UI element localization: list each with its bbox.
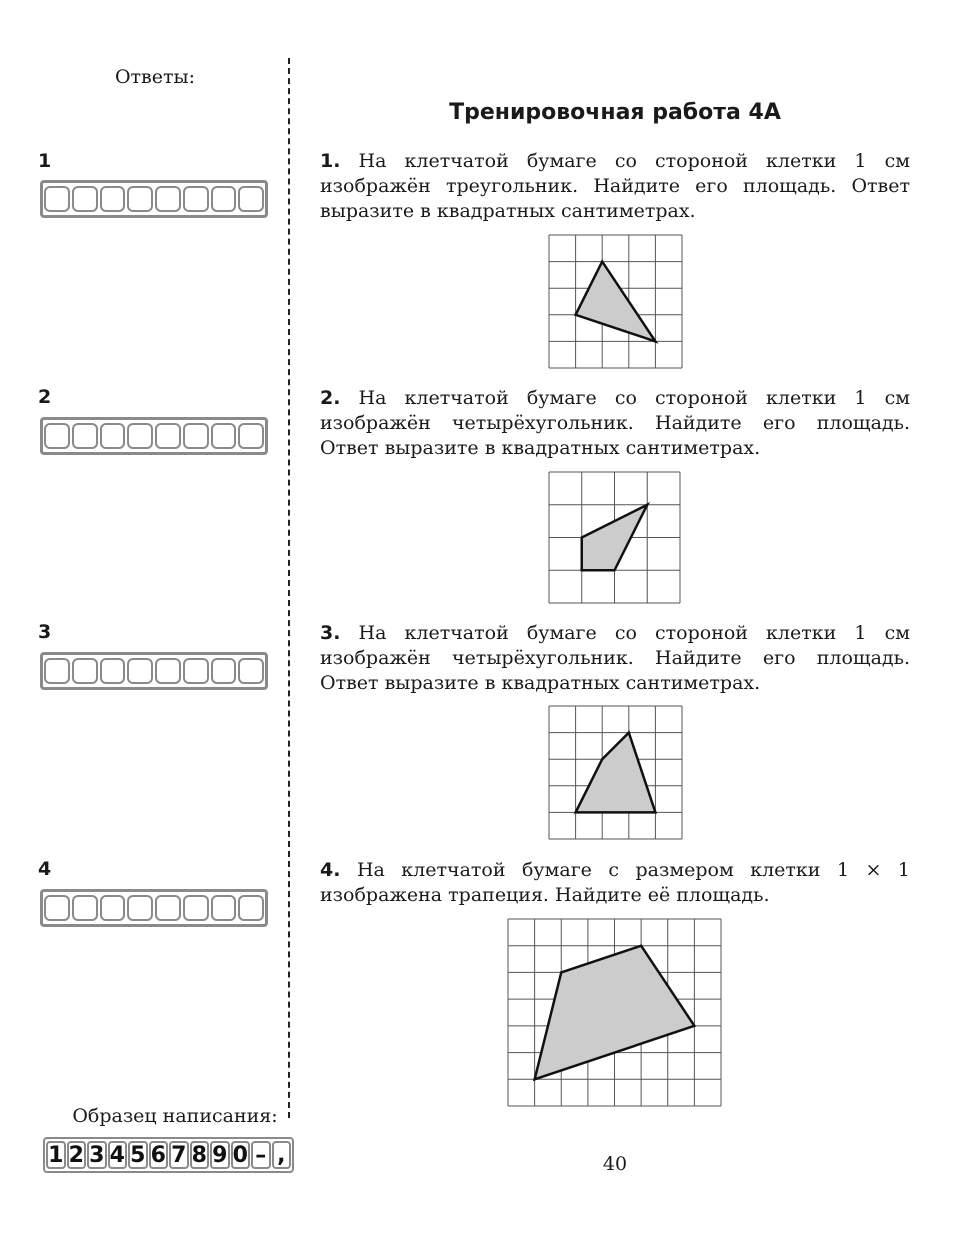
dashed-divider — [288, 58, 290, 1118]
answer-cell[interactable] — [127, 895, 153, 921]
answer-cell[interactable] — [155, 186, 181, 212]
shape-polygon — [576, 262, 656, 342]
sample-char: 3 — [87, 1141, 107, 1169]
problem-number: 1. — [320, 150, 341, 172]
answer-cell[interactable] — [72, 186, 98, 212]
sample-strip — [43, 1137, 294, 1173]
answer-cell[interactable] — [183, 423, 209, 449]
sample-char: 8 — [190, 1141, 210, 1169]
answer-field-4[interactable] — [40, 889, 268, 927]
problem-number: 4. — [320, 859, 341, 881]
answer-cell[interactable] — [155, 423, 181, 449]
answer-cell[interactable] — [100, 658, 126, 684]
answer-label-3: 3 — [38, 621, 52, 643]
problem-text: На клетчатой бумаге со стороной клетки 1 см изображён четырёхугольник. Найдите его площадь. Ответ выразите в квадратных сантиметрах. — [320, 387, 910, 459]
problem-number: 3. — [320, 622, 341, 644]
answer-cell[interactable] — [127, 658, 153, 684]
sample-char: , — [272, 1141, 292, 1169]
sample-label: Образец написания: — [72, 1105, 278, 1127]
figure-4 — [508, 919, 721, 1106]
figure-3 — [549, 706, 682, 839]
answer-cell[interactable] — [127, 423, 153, 449]
answer-cell[interactable] — [44, 895, 70, 921]
problem-text: На клетчатой бумаге с размером клетки 1 × 1 изображена трапеция. Найдите её площадь. — [320, 859, 910, 906]
answer-cell[interactable] — [72, 895, 98, 921]
problem-2 — [320, 386, 910, 461]
answer-cell[interactable] — [127, 186, 153, 212]
problem-text: На клетчатой бумаге со стороной клетки 1 см изображён треугольник. Найдите его площадь. Ответ выразите в квадратных сантиметрах. — [320, 150, 910, 222]
answer-cell[interactable] — [238, 895, 264, 921]
problem-number: 2. — [320, 387, 341, 409]
page-number: 40 — [602, 1153, 628, 1175]
problem-text: На клетчатой бумаге со стороной клетки 1 см изображён четырёхугольник. Найдите его площадь. Ответ выразите в квадратных сантиметрах. — [320, 622, 910, 694]
answer-label-4: 4 — [38, 858, 52, 880]
figure-2 — [549, 472, 680, 603]
answer-cell[interactable] — [238, 423, 264, 449]
answer-cell[interactable] — [100, 423, 126, 449]
problem-1 — [320, 149, 910, 224]
answer-field-3[interactable] — [40, 652, 268, 690]
answer-cell[interactable] — [183, 186, 209, 212]
answer-field-2[interactable] — [40, 417, 268, 455]
answer-cell[interactable] — [183, 895, 209, 921]
sample-char: – — [251, 1141, 271, 1169]
sample-char: 0 — [231, 1141, 251, 1169]
sample-char: 4 — [108, 1141, 128, 1169]
sample-char: 1 — [46, 1141, 66, 1169]
sample-char: 9 — [210, 1141, 230, 1169]
answer-cell[interactable] — [100, 186, 126, 212]
answer-cell[interactable] — [44, 186, 70, 212]
sample-char: 2 — [67, 1141, 87, 1169]
page-title: Тренировочная работа 4А — [449, 100, 781, 125]
answer-cell[interactable] — [44, 423, 70, 449]
answer-cell[interactable] — [238, 186, 264, 212]
answer-cell[interactable] — [155, 658, 181, 684]
answer-cell[interactable] — [44, 658, 70, 684]
answer-cell[interactable] — [211, 423, 237, 449]
answer-field-1[interactable] — [40, 180, 268, 218]
sample-char: 7 — [169, 1141, 189, 1169]
answers-header: Ответы: — [114, 66, 196, 88]
shape-polygon — [576, 733, 656, 813]
problem-4 — [320, 858, 910, 908]
answer-label-2: 2 — [38, 386, 52, 408]
answer-cell[interactable] — [238, 658, 264, 684]
answer-label-1: 1 — [38, 150, 52, 172]
answer-cell[interactable] — [155, 895, 181, 921]
answer-cell[interactable] — [211, 186, 237, 212]
problem-3 — [320, 621, 910, 696]
answer-cell[interactable] — [211, 895, 237, 921]
answer-cell[interactable] — [100, 895, 126, 921]
answer-cell[interactable] — [211, 658, 237, 684]
sample-char: 5 — [128, 1141, 148, 1169]
answer-cell[interactable] — [183, 658, 209, 684]
sample-char: 6 — [149, 1141, 169, 1169]
answer-cell[interactable] — [72, 423, 98, 449]
answer-cell[interactable] — [72, 658, 98, 684]
figure-1 — [549, 235, 682, 368]
